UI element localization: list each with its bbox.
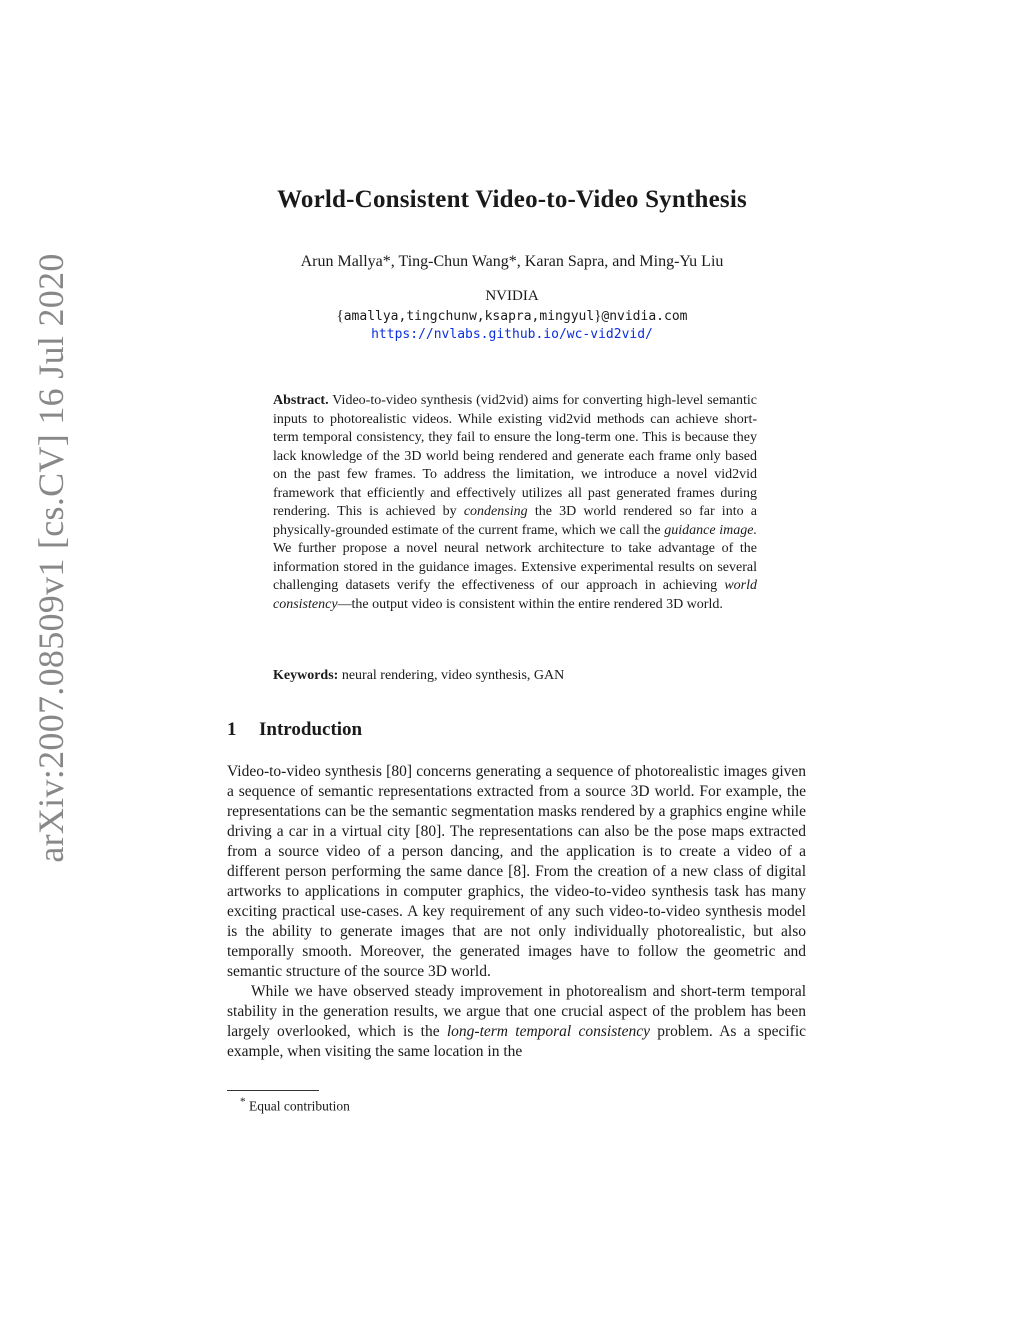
introduction-body [227,762,806,1062]
affiliation: NVIDIA [485,288,539,304]
email-usernames: amallya,tingchunw,ksapra,mingyul [343,309,595,324]
abstract-label: Abstract. [273,393,329,408]
project-url-link[interactable]: https://nvlabs.github.io/wc-vid2vid/ [371,327,653,342]
abstract-paragraph [273,392,757,614]
footnote-divider [227,1090,319,1091]
abstract-emphasis-guidance-image: guidance image. [664,522,758,538]
intro-paragraph-2-text-b: problem. As a specific example, when visiting the same location in the [227,1023,807,1060]
abstract-text-1: Video-to-video synthesis (vid2vid) aims for converting high-level semantic inputs to photorealistic videos. While existing vid2vid methods can achieve short-term temporal consistency, they fail to ensure the long-term one. This is because they lack knowledge of the 3D world being rendered and generate each frame only based on the past few frames. To address the limitation, we introduce a novel vid2vid framework that efficiently and effectively utilizes all past generated frames during rendering. This is achieved by [273,393,757,519]
arxiv-identifier: arXiv:2007.08509v1 [cs.CV] 16 Jul 2020 [31,253,71,863]
arxiv-sidebar [28,148,74,968]
paper-title: World-Consistent Video-to-Video Synthesis [277,186,747,213]
close-brace: } [594,308,602,324]
abstract-text-4: —the output video is consistent within the entire rendered 3D world. [337,596,723,612]
abstract-text-2: the 3D world rendered so far into a physically-grounded estimate of the current frame, which we call the [273,504,757,538]
open-brace: { [336,308,344,324]
email-domain: @nvidia.com [601,309,688,324]
abstract [273,392,757,614]
section-heading [227,719,362,741]
intro-paragraph-2 [227,982,806,1062]
footnote-text: Equal contribution [249,1098,350,1114]
author-list: Arun Mallya*, Ting-Chun Wang*, Karan Sapra, and Ming-Yu Liu [300,253,724,270]
intro-paragraph-1: Video-to-video synthesis [80] concerns generating a sequence of photorealistic images given a sequence of semantic representations extracted from a source 3D world. For example, the representations can be the semantic segmentation masks rendered by a graphics engine while driving a car in a virtual city [80]. The representations can also be the pose maps extracted from a source video of a person dancing, and the application is to create a video of a different person performing the same dance [8]. From the creation of a new class of digital artworks to applications in computer graphics, the video-to-video synthesis task has many exciting practical use-cases. A key requirement of any such video-to-video synthesis model is the ability to generate images that are not only individually photorealistic, but also temporally smooth. Moreover, the generated images have to follow the geometric and semantic structure of the source 3D world. [227,763,806,980]
abstract-emphasis-condensing: condensing [463,504,528,519]
keywords-label: Keywords: [273,668,339,683]
keywords-text: neural rendering, video synthesis, GAN [341,668,565,683]
abstract-emphasis-world-consistency: world consistency [273,578,757,612]
footnote-marker: * [240,1096,246,1108]
intro-emphasis-long-term-consistency: long-term temporal consistency [446,1023,650,1040]
section-title: Introduction [259,719,363,740]
intro-paragraph-2-text-a: While we have observed steady improvement in photorealism and short-term temporal stability in the generation results, we argue that one crucial aspect of the problem has been largely overlooked, which is the [227,983,806,1040]
footnote [240,1096,350,1115]
abstract-text-3: We further propose a novel neural network architecture to take advantage of the information stored in the guidance images. Extensive experimental results on several challenging datasets verify the effectiveness of our approach in achieving [273,541,757,593]
keywords [273,668,757,684]
email-addresses [0,308,1024,325]
section-number: 1 [227,719,237,740]
